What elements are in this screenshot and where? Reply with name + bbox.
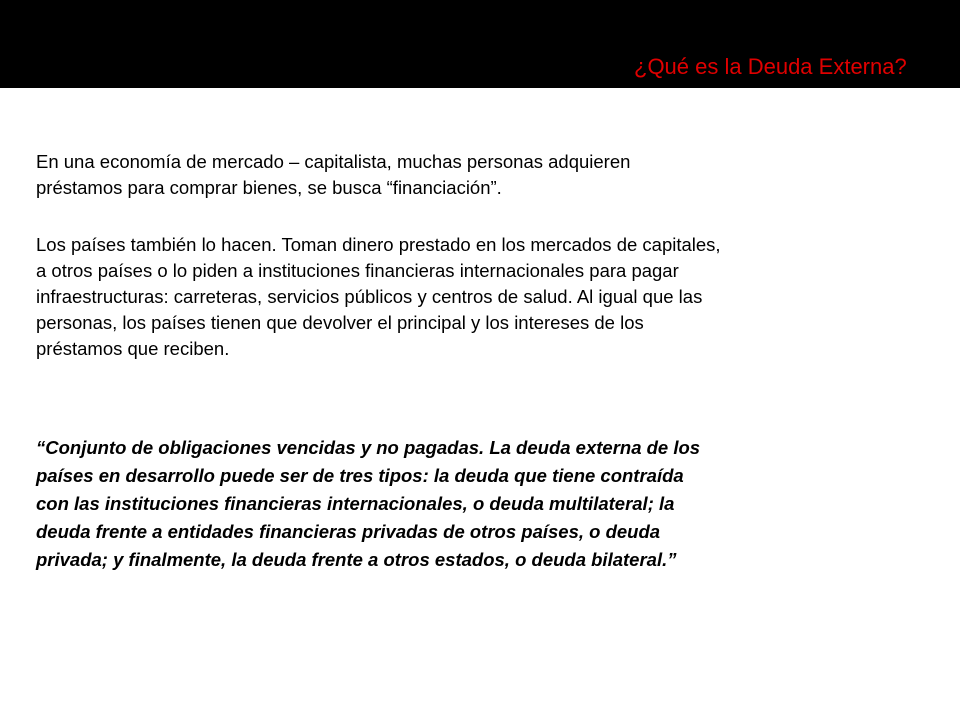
text-line: a otros países o lo piden a instituciones financieras internacionales para pagar: [36, 260, 679, 281]
text-line: Los países también lo hacen. Toman dinero prestado en los mercados de capitales,: [36, 234, 721, 255]
text-line: préstamos que reciben.: [36, 338, 230, 359]
quote-line: privada; y finalmente, la deuda frente a otros estados, o deuda bilateral.”: [36, 549, 677, 570]
text-line: infraestructuras: carreteras, servicios públicos y centros de salud. Al igual que las: [36, 286, 703, 307]
text-line: préstamos para comprar bienes, se busca “financiación”.: [36, 177, 502, 198]
definition-quote: [36, 434, 926, 574]
slide-title: ¿Qué es la Deuda Externa?: [634, 54, 907, 79]
paragraph-countries-borrow: [36, 232, 936, 362]
text-line: personas, los países tienen que devolver el principal y los intereses de los: [36, 312, 644, 333]
quote-line: deuda frente a entidades financieras privadas de otros países, o deuda: [36, 521, 661, 542]
paragraph-market-economy: [36, 149, 936, 201]
text-line: En una economía de mercado – capitalista, muchas personas adquieren: [36, 151, 631, 172]
quote-line: con las instituciones financieras internacionales, o deuda multilateral; la: [36, 493, 675, 514]
quote-line: “Conjunto de obligaciones vencidas y no pagadas. La deuda externa de los: [36, 437, 701, 458]
quote-line: países en desarrollo puede ser de tres tipos: la deuda que tiene contraída: [36, 465, 684, 486]
